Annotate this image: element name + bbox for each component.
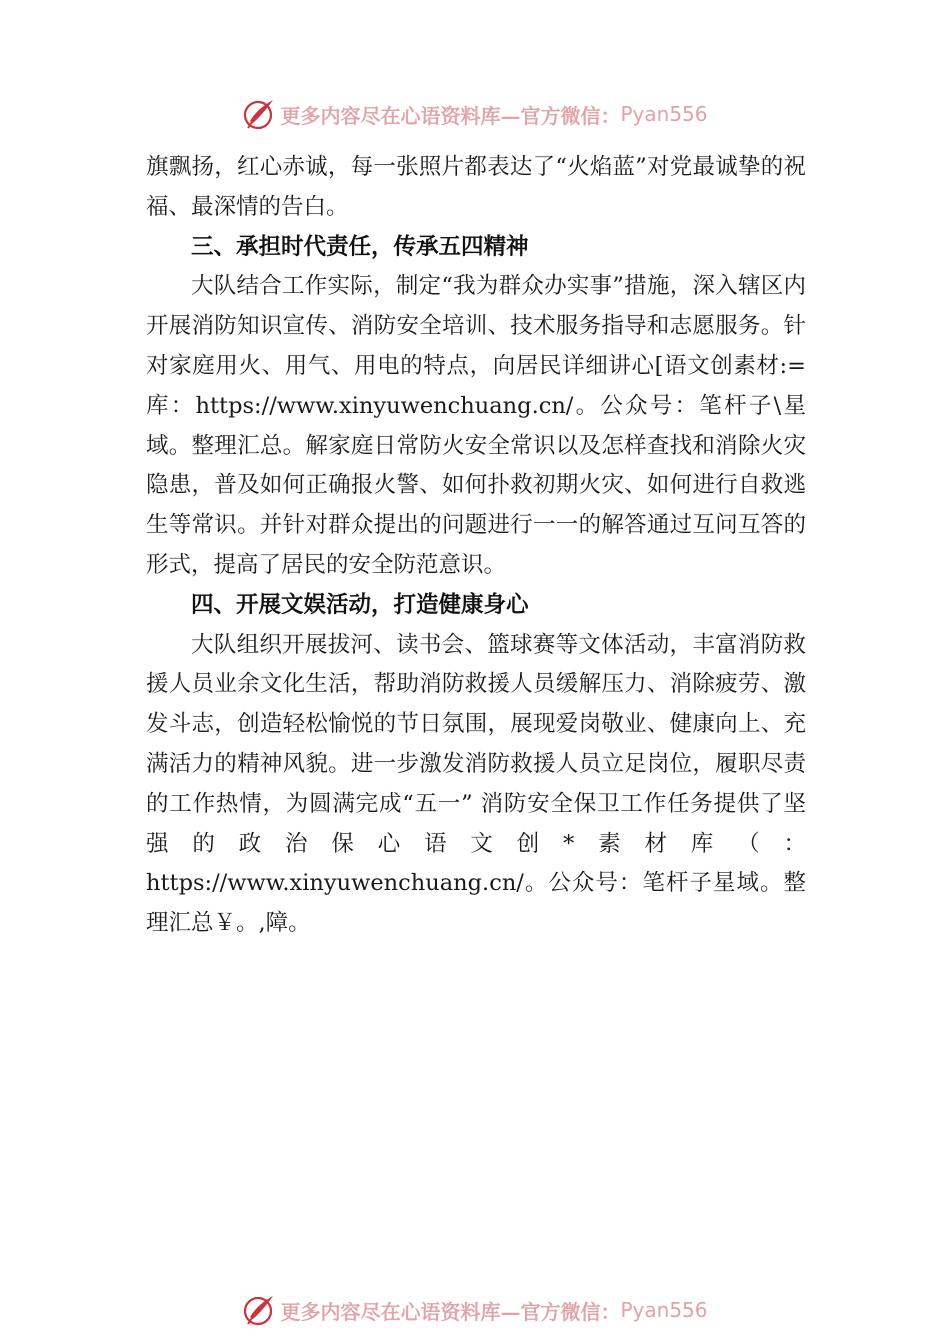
banner-text: 更多内容尽在心语资料库—官方微信： (280, 103, 621, 128)
banner-wechat-id: Pyan556 (620, 1298, 708, 1322)
footer-banner (0, 1290, 950, 1330)
paragraph: 大队组织开展拔河、读书会、篮球赛等文体活动，丰富消防救援人员业余文化生活，帮助消防救援人员缓解压力、消除疲劳、激发斗志，创造轻松愉悦的节日氛围，展现爱岗敬业、健康向上、充满活力的精神风貌。进一步激发消防救援人员立足岗位，履职尽责的工作热情，为圆满完成“五一” 消防安全保卫工作任务提供了坚强的政治保心语文创*素材库（：https://www.xinyuwenchuang.cn/。公众号：笔杆子星域。整理汇总￥。,障。 (146, 631, 806, 937)
paragraph: 旗飘扬，红心赤诚，每一张照片都表达了“火焰蓝”对党最诚挚的祝福、最深情的告白。 (146, 154, 806, 220)
quill-logo-icon (242, 97, 276, 131)
section-heading-3: 三、承担时代责任，传承五四精神 (191, 233, 529, 260)
banner-wechat-id: Pyan556 (620, 102, 708, 126)
header-banner (0, 94, 950, 134)
banner-text: 更多内容尽在心语资料库—官方微信： (280, 1299, 621, 1324)
document-body (146, 148, 806, 944)
paragraph: 大队结合工作实际，制定“我为群众办实事”措施，深入辖区内开展消防知识宣传、消防安全培训、技术服务指导和志愿服务。针对家庭用火、用气、用电的特点，向居民详细讲心[语文创素材:=库：https://www.xinyuwenchuang.cn/。公众号：笔杆子\星域。整理汇总。解家庭日常防火安全常识以及怎样查找和消除火灾隐患，普及如何正确报火警、如何扑救初期火灾、如何进行自救逃生等常识。并针对群众提出的问题进行一一的解答通过互问互答的形式，提高了居民的安全防范意识。 (146, 273, 806, 578)
section-heading-4: 四、开展文娱活动，打造健康身心 (191, 591, 529, 618)
quill-logo-icon (242, 1293, 276, 1327)
